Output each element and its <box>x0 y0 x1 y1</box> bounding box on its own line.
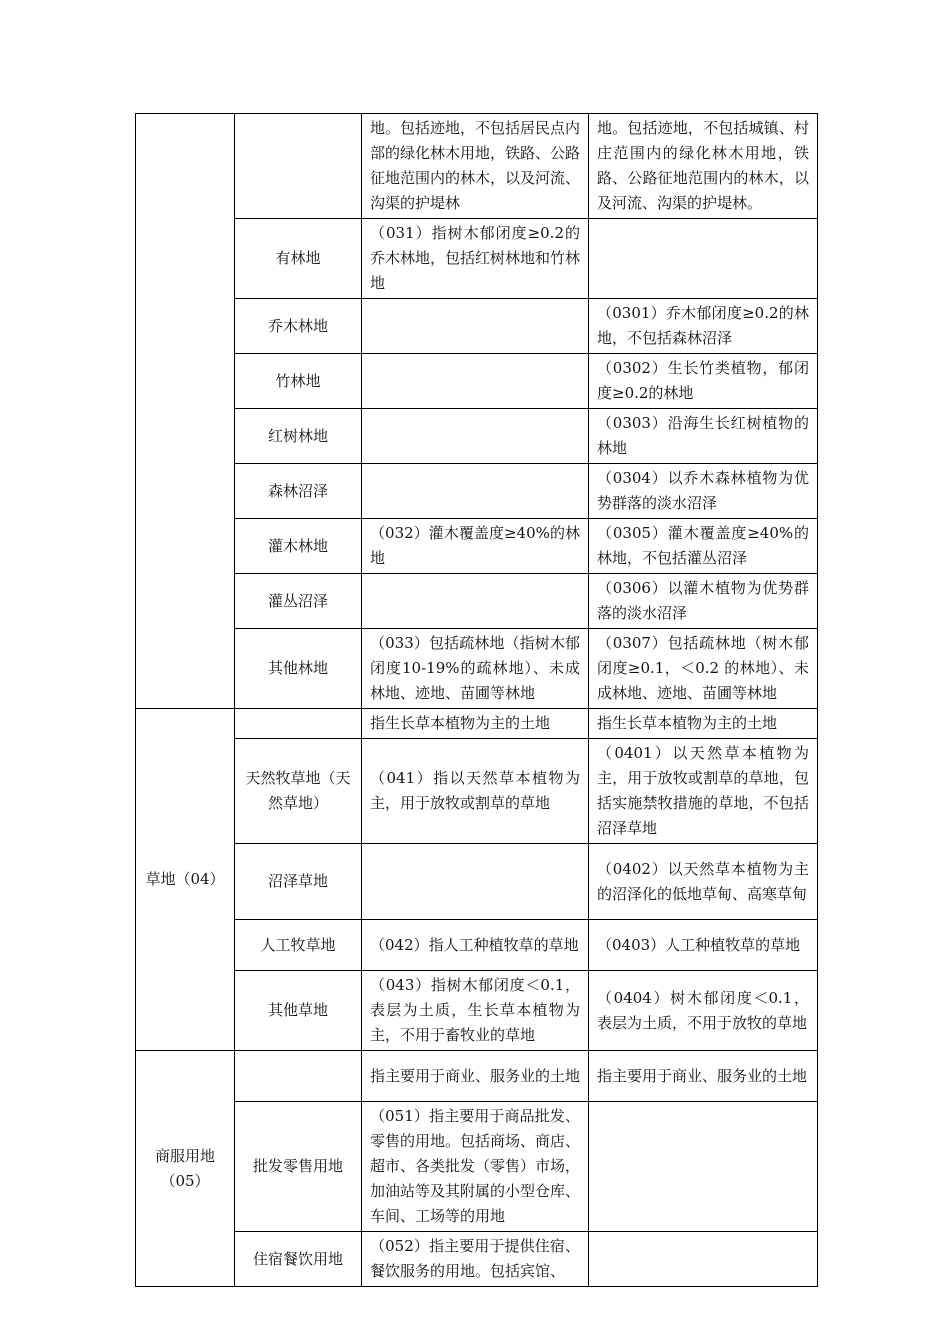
definition-cell-old: （042）指人工种植牧草的草地 <box>362 920 589 971</box>
definition-cell-old: （031）指树木郁闭度≥0.2的乔木林地，包括红树林地和竹林地 <box>362 219 589 299</box>
definition-cell-old: 地。包括迹地，不包括居民点内部的绿化林木用地，铁路、公路征地范围内的林木，以及河流、沟渠的护堤林 <box>362 114 589 219</box>
subcategory-cell: 住宿餐饮用地 <box>235 1232 362 1287</box>
definition-cell-new: （0404）树木郁闭度＜0.1，表层为土质，不用于放牧的草地 <box>589 971 818 1051</box>
definition-cell-new: 指主要用于商业、服务业的土地 <box>589 1051 818 1102</box>
subcategory-cell: 红树林地 <box>235 409 362 464</box>
table-row <box>136 709 818 739</box>
definition-cell-old <box>362 464 589 519</box>
subcategory-cell: 灌木林地 <box>235 519 362 574</box>
definition-cell-old <box>362 844 589 920</box>
definition-cell-new <box>589 219 818 299</box>
definition-cell-old: （052）指主要用于提供住宿、餐饮服务的用地。包括宾馆、 <box>362 1232 589 1287</box>
definition-cell-new: （0401）以天然草本植物为主，用于放牧或割草的草地，包括实施禁牧措施的草地，不包括沼泽草地 <box>589 739 818 844</box>
definition-cell-old: 指生长草本植物为主的土地 <box>362 709 589 739</box>
table-row <box>136 1051 818 1102</box>
table-row <box>136 1102 818 1232</box>
subcategory-cell <box>235 114 362 219</box>
definition-cell-old: 指主要用于商业、服务业的土地 <box>362 1051 589 1102</box>
definition-cell-old: （051）指主要用于商品批发、零售的用地。包括商场、商店、超市、各类批发（零售）市场，加油站等及其附属的小型仓库、车间、工场等的用地 <box>362 1102 589 1232</box>
subcategory-cell: 人工牧草地 <box>235 920 362 971</box>
definition-cell-new: （0305）灌木覆盖度≥40%的林地，不包括灌丛沼泽 <box>589 519 818 574</box>
land-classification-table <box>135 113 818 1287</box>
subcategory-cell: 有林地 <box>235 219 362 299</box>
category-cell-commercial: 商服用地（05） <box>136 1051 235 1287</box>
definition-cell-new: （0307）包括疏林地（树木郁闭度≥0.1，＜0.2 的林地）、未成林地、迹地、苗圃等林地 <box>589 629 818 709</box>
subcategory-cell: 天然牧草地（天然草地） <box>235 739 362 844</box>
definition-cell-new: （0301）乔木郁闭度≥0.2的林地，不包括森林沼泽 <box>589 299 818 354</box>
table-row <box>136 354 818 409</box>
definition-cell-old <box>362 409 589 464</box>
definition-cell-new: 地。包括迹地，不包括城镇、村庄范围内的绿化林木用地，铁路、公路征地范围内的林木，以及河流、沟渠的护堤林。 <box>589 114 818 219</box>
definition-cell-new: （0402）以天然草本植物为主的沼泽化的低地草甸、高寒草甸 <box>589 844 818 920</box>
definition-cell-new: （0306）以灌木植物为优势群落的淡水沼泽 <box>589 574 818 629</box>
definition-cell-old <box>362 299 589 354</box>
table-row <box>136 629 818 709</box>
subcategory-cell: 其他草地 <box>235 971 362 1051</box>
table-row <box>136 409 818 464</box>
definition-cell-new: （0303）沿海生长红树植物的林地 <box>589 409 818 464</box>
definition-cell-new: （0304）以乔木森林植物为优势群落的淡水沼泽 <box>589 464 818 519</box>
definition-cell-old: （032）灌木覆盖度≥40%的林地 <box>362 519 589 574</box>
category-cell-grassland: 草地（04） <box>136 709 235 1051</box>
subcategory-cell: 森林沼泽 <box>235 464 362 519</box>
table-row <box>136 1232 818 1287</box>
subcategory-cell: 其他林地 <box>235 629 362 709</box>
subcategory-cell: 竹林地 <box>235 354 362 409</box>
subcategory-cell: 乔木林地 <box>235 299 362 354</box>
table-row <box>136 299 818 354</box>
table-row <box>136 920 818 971</box>
table-row <box>136 219 818 299</box>
definition-cell-old: （033）包括疏林地（指树木郁闭度10-19%的疏林地）、未成林地、迹地、苗圃等林地 <box>362 629 589 709</box>
table-row <box>136 519 818 574</box>
subcategory-cell <box>235 709 362 739</box>
definition-cell-old: （041）指以天然草本植物为主，用于放牧或割草的草地 <box>362 739 589 844</box>
table-row <box>136 464 818 519</box>
definition-cell-old <box>362 354 589 409</box>
subcategory-cell: 灌丛沼泽 <box>235 574 362 629</box>
table-row <box>136 574 818 629</box>
subcategory-cell <box>235 1051 362 1102</box>
table-row <box>136 114 818 219</box>
definition-cell-new: （0302）生长竹类植物，郁闭度≥0.2的林地 <box>589 354 818 409</box>
definition-cell-new: （0403）人工种植牧草的草地 <box>589 920 818 971</box>
definition-cell-old <box>362 574 589 629</box>
category-cell-forest <box>136 114 235 709</box>
definition-cell-old: （043）指树木郁闭度＜0.1，表层为土质，生长草本植物为主，不用于畜牧业的草地 <box>362 971 589 1051</box>
table-row <box>136 971 818 1051</box>
subcategory-cell: 批发零售用地 <box>235 1102 362 1232</box>
definition-cell-new <box>589 1102 818 1232</box>
table-row <box>136 844 818 920</box>
table-row <box>136 739 818 844</box>
definition-cell-new: 指生长草本植物为主的土地 <box>589 709 818 739</box>
subcategory-cell: 沼泽草地 <box>235 844 362 920</box>
definition-cell-new <box>589 1232 818 1287</box>
